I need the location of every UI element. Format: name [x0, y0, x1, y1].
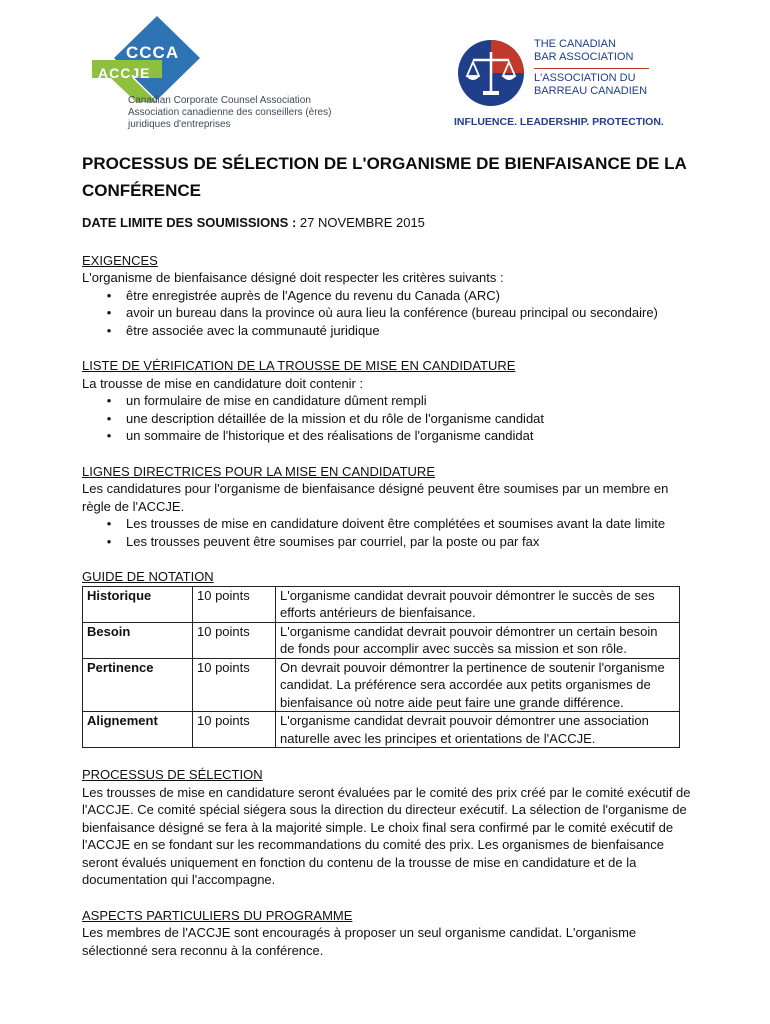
list-item-text: être enregistrée auprès de l'Agence du revenu du Canada (ARC) [126, 287, 500, 303]
list-item-text: Les trousses de mise en candidature doivent être complétées et soumises avant la date limite [126, 516, 666, 531]
section-body: Les trousses de mise en candidature seront évaluées par le comité des prix créé par le comité exécutif de l'ACCJE. Ce comité spécial siégera sous la direction du directeur exécutif. La sélection de l'organisme de bienfaisance désigné se fera à la majorité simple. Le choix final sera confirmé par le comité exécutif de l'ACCJE en se fondant sur les recommandations du comité des prix. Les organismes de bienfaisance seront évalués uniquement en fonction du contenu de la trousse de mise en candidature et de la documentation qui l'accompagne. [82, 784, 691, 887]
criterion-cell: Pertinence [83, 658, 193, 712]
criterion-cell: Alignement [83, 712, 193, 748]
section-body: Les membres de l'ACCJE sont encouragés à proposer un seul organisme candidat. L'organisme sélectionné sera reconnu à la conférence. [82, 925, 637, 958]
list-item [102, 533, 692, 551]
table-row [83, 658, 680, 712]
section-aspects-particuliers [82, 907, 692, 960]
cba-line: THE CANADIAN [534, 38, 616, 50]
section-processus-selection [82, 766, 692, 889]
table-row [83, 586, 680, 622]
list-item-text: un sommaire de l'historique et des réalisations de l'organisme candidat [126, 428, 534, 443]
list-item [102, 322, 692, 340]
list-item-text: Les trousses peuvent être soumises par courriel, par la poste ou par fax [126, 533, 540, 549]
points-cell: 10 points [193, 586, 276, 622]
list-item [102, 515, 692, 533]
table-row [83, 622, 680, 658]
table-row [83, 712, 680, 748]
bullet-dot-icon: • [106, 305, 112, 320]
section-heading: ASPECTS PARTICULIERS DU PROGRAMME [82, 907, 353, 923]
ccca-subtitle-line: juridiques d'entreprises [128, 119, 231, 130]
cba-divider [534, 68, 649, 69]
ccca-mark-text: CCCA [126, 43, 180, 62]
bullet-dot-icon: • [106, 428, 112, 443]
section-exigences [82, 252, 692, 340]
list-item [102, 287, 692, 305]
ccca-subtitle-line: Canadian Corporate Counsel Association [128, 95, 311, 106]
section-intro: La trousse de mise en candidature doit contenir : [82, 375, 364, 391]
bullet-list [82, 392, 692, 445]
page-title: PROCESSUS DE SÉLECTION DE L'ORGANISME DE BIENFAISANCE DE LA CONFÉRENCE [82, 154, 687, 200]
points-cell: 10 points [193, 658, 276, 712]
bullet-dot-icon: • [106, 533, 112, 549]
description-cell: L'organisme candidat devrait pouvoir démontrer un certain besoin de fonds pour accomplir avec succès sa mission et son rôle. [276, 622, 680, 658]
deadline-label: DATE LIMITE DES SOUMISSIONS : [82, 215, 297, 230]
list-item [102, 410, 692, 428]
section-heading: LISTE DE VÉRIFICATION DE LA TROUSSE DE MISE EN CANDIDATURE [82, 358, 516, 373]
cba-name-english [534, 38, 633, 64]
section-heading: GUIDE DE NOTATION [82, 569, 214, 584]
bullet-dot-icon: • [106, 322, 112, 338]
cba-line: BARREAU CANADIEN [534, 85, 648, 97]
points-cell: 10 points [193, 622, 276, 658]
description-cell: L'organisme candidat devrait pouvoir démontrer le succès de ses efforts antérieurs de bienfaisance. [276, 586, 680, 622]
criterion-cell: Besoin [83, 622, 193, 658]
list-item-text: un formulaire de mise en candidature dûment rempli [126, 393, 427, 408]
cba-line: BAR ASSOCIATION [534, 51, 634, 63]
list-item [102, 427, 692, 445]
list-item [102, 392, 692, 410]
section-lignes-directrices [82, 463, 692, 551]
section-liste-verification [82, 357, 692, 445]
section-guide-notation [82, 568, 692, 748]
section-heading: LIGNES DIRECTRICES POUR LA MISE EN CANDIDATURE [82, 463, 435, 479]
accje-mark-text: ACCJE [98, 65, 151, 81]
description-cell: L'organisme candidat devrait pouvoir démontrer une association naturelle avec les principes et orientations de l'ACCJE. [276, 712, 680, 748]
submission-deadline [82, 214, 692, 232]
cba-logo [450, 34, 665, 134]
ccca-logo [92, 14, 362, 144]
bullet-list [82, 515, 692, 550]
document-body [82, 150, 692, 977]
section-heading: EXIGENCES [82, 252, 158, 268]
scales-of-justice-icon [456, 38, 526, 108]
scoring-table [82, 586, 680, 749]
criterion-cell: Historique [83, 586, 193, 622]
section-heading: PROCESSUS DE SÉLECTION [82, 767, 263, 782]
bullet-dot-icon: • [106, 410, 112, 426]
bullet-dot-icon: • [106, 393, 112, 408]
bullet-dot-icon: • [106, 287, 112, 303]
description-cell: On devrait pouvoir démontrer la pertinence de soutenir l'organisme candidat. La préférence sera accordée aux petits organismes de bienfaisance où notre aide peut faire une grande différence. [276, 658, 680, 712]
points-cell: 10 points [193, 712, 276, 748]
list-item-text: une description détaillée de la mission et du rôle de l'organisme candidat [126, 410, 545, 426]
bullet-dot-icon: • [106, 516, 112, 531]
list-item-text: avoir un bureau dans la province où aura lieu la conférence (bureau principal ou secondaire) [126, 305, 658, 320]
section-intro: Les candidatures pour l'organisme de bienfaisance désigné peuvent être soumises par un membre en règle de l'ACCJE. [82, 481, 669, 514]
list-item [102, 304, 692, 322]
cba-name-french [534, 72, 647, 98]
ccca-subtitle [128, 95, 331, 131]
cba-tagline: INFLUENCE. LEADERSHIP. PROTECTION. [454, 116, 664, 128]
cba-line: L'ASSOCIATION DU [534, 72, 636, 84]
ccca-subtitle-line: Association canadienne des conseillers (ères) [128, 107, 332, 118]
bullet-list [82, 287, 692, 340]
list-item-text: être associée avec la communauté juridique [126, 322, 380, 338]
section-intro: L'organisme de bienfaisance désigné doit respecter les critères suivants : [82, 270, 504, 285]
deadline-value: 27 NOVEMBRE 2015 [296, 215, 425, 230]
